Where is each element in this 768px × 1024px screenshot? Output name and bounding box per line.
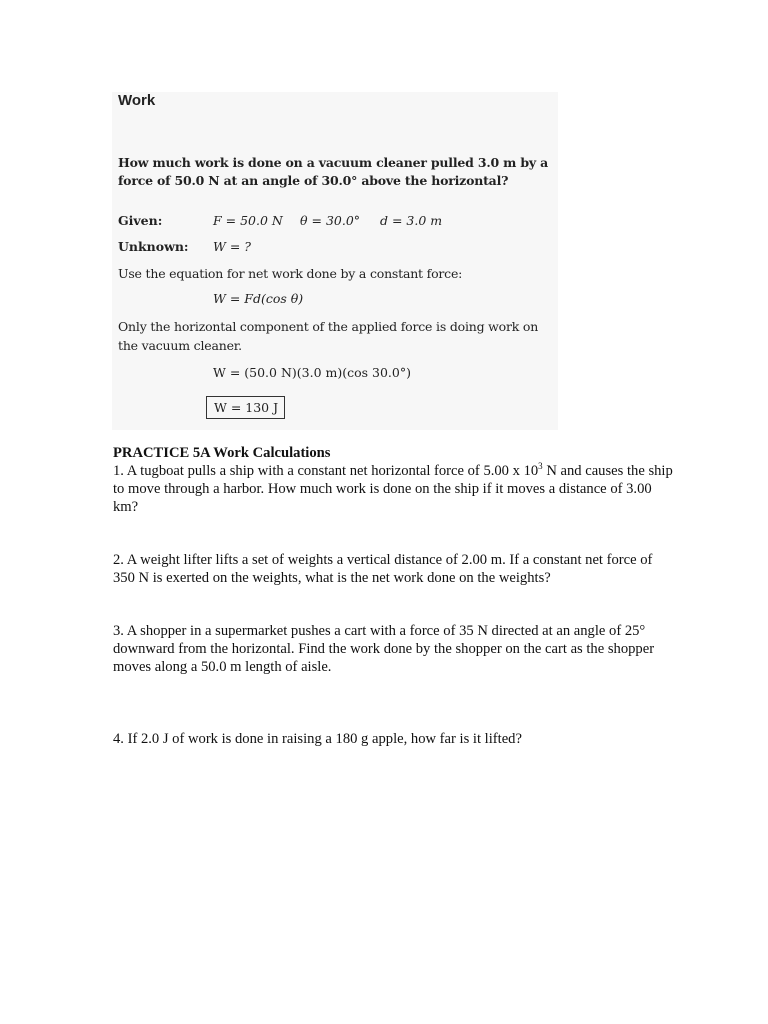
problem-3: 3. A shopper in a supermarket pushes a cart with a force of 35 N directed at an angle of 25° downward from the horizontal. Find the work done by the shopper on the cart as the shopper moves along a 50.0 m length of aisle.	[113, 623, 655, 675]
sample-problem-box	[112, 92, 558, 430]
unknown-label: Unknown:	[118, 239, 189, 254]
problem-4: 4. If 2.0 J of work is done in raising a 180 g apple, how far is it lifted?	[113, 731, 522, 747]
problem-1-text-start: 1. A tugboat pulls a ship with a constant net horizontal force of 5.00 x 10	[113, 463, 539, 479]
sample-title: Work	[118, 92, 156, 109]
unknown-value: W = ?	[213, 239, 251, 254]
practice-title: PRACTICE 5A Work Calculations	[113, 445, 331, 461]
explanation-text: Only the horizontal component of the applied force is doing work on the vacuum cleaner.	[118, 319, 539, 353]
substitution-equation: W = (50.0 N)(3.0 m)(cos 30.0°)	[213, 365, 411, 380]
given-distance: d = 3.0 m	[380, 213, 443, 228]
practice-section	[113, 444, 673, 747]
problem-1	[113, 462, 673, 516]
given-angle: θ = 30.0°	[300, 213, 361, 228]
problem-1-exponent: 3	[538, 461, 543, 471]
given-label: Given:	[118, 213, 163, 228]
problem-2: 2. A weight lifter lifts a set of weights a vertical distance of 2.00 m. If a constant net force of 350 N is exerted on the weights, what is the net work done on the weights?	[113, 552, 653, 586]
answer-box: W = 130 J	[206, 396, 285, 419]
work-equation: W = Fd(cos θ)	[213, 291, 304, 306]
equation-instruction: Use the equation for net work done by a constant force:	[118, 266, 463, 281]
problem-1-text-end: N and causes the ship to move through a harbor. How much work is done on the ship if it moves a distance of 3.00 km?	[113, 463, 673, 515]
sample-question: How much work is done on a vacuum cleaner pulled 3.0 m by a force of 50.0 N at an angle of 30.0° above the horizontal?	[118, 155, 548, 188]
given-force: F = 50.0 N	[213, 213, 283, 228]
